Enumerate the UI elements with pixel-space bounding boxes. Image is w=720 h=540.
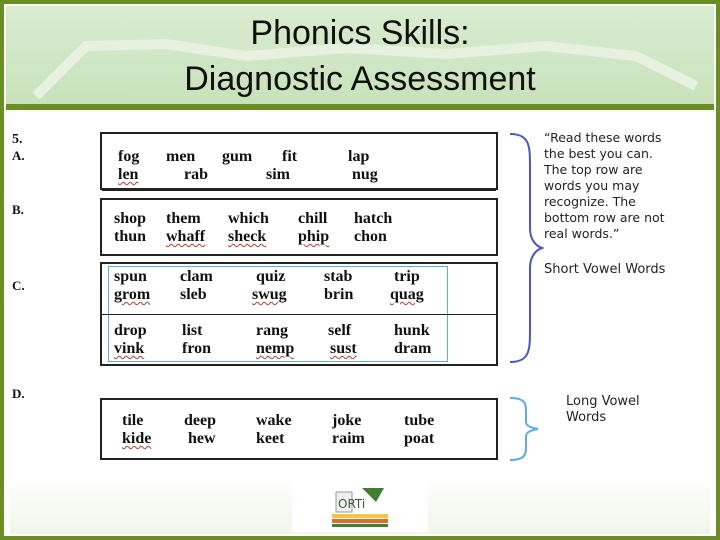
word-c-nonsense-2: sleb	[180, 286, 207, 303]
word-a-real-5: lap	[348, 148, 370, 165]
short-vowel-bracket-icon	[504, 128, 544, 368]
instruction-line-6: bottom row are not	[544, 210, 665, 225]
word-c-nonsense2-4: sust	[330, 340, 357, 357]
section-a-letter: A.	[12, 148, 25, 163]
instruction-line-4: words you may	[544, 178, 640, 193]
word-c-real-3: quiz	[256, 268, 286, 285]
instruction-line-3: The top row are	[544, 162, 643, 177]
section-d-letter: D.	[12, 386, 25, 401]
word-c-real2-4: self	[328, 322, 352, 339]
word-d-nonsense-4: raim	[332, 430, 365, 447]
slide-title-line2: Diagnostic Assessment	[184, 60, 536, 98]
word-a-real-1: fog	[118, 148, 140, 165]
section-b-box	[100, 198, 498, 256]
word-a-nonsense-2: rab	[184, 166, 208, 183]
orti-logo-icon	[292, 482, 428, 532]
section-d-box	[100, 398, 498, 460]
slide-title-line1: Phonics Skills:	[250, 14, 470, 52]
word-a-nonsense-3: sim	[266, 166, 290, 183]
item-number: 5.	[12, 132, 23, 147]
worksheet	[10, 118, 710, 478]
instruction-line-7: real words.”	[544, 226, 620, 241]
long-vowel-label-line2: Words	[566, 410, 607, 425]
section-c-letter: C.	[12, 278, 25, 293]
section-a-box	[100, 132, 498, 190]
instruction-line-2: the best you can.	[544, 146, 653, 161]
section-a-underline	[102, 190, 496, 191]
word-d-real-4: joke	[332, 412, 362, 429]
word-d-real-2: deep	[184, 412, 216, 429]
long-vowel-bracket-icon	[504, 394, 544, 464]
word-c-nonsense-5: quag	[390, 286, 424, 303]
word-a-real-2: men	[166, 148, 196, 165]
word-d-nonsense-3: keet	[256, 430, 285, 447]
word-b-nonsense-3: sheck	[228, 228, 267, 245]
word-c-nonsense-3: swug	[252, 286, 287, 303]
word-a-real-3: gum	[222, 148, 253, 165]
word-a-real-4: fit	[282, 148, 298, 165]
word-a-nonsense-1: len	[118, 166, 139, 183]
section-b-letter: B.	[12, 202, 24, 217]
word-b-nonsense-1: thun	[114, 228, 147, 245]
word-b-nonsense-2: whaff	[166, 228, 206, 245]
word-c-nonsense2-3: nemp	[256, 340, 295, 357]
word-b-nonsense-5: chon	[354, 228, 387, 245]
word-c-nonsense-1: grom	[114, 286, 151, 303]
word-c-nonsense2-1: vink	[114, 340, 145, 357]
word-c-real2-1: drop	[114, 322, 147, 339]
word-d-real-3: wake	[256, 412, 292, 429]
word-b-real-5: hatch	[354, 210, 393, 227]
word-b-nonsense-4: phip	[298, 228, 330, 245]
word-c-real-5: trip	[394, 268, 420, 285]
word-d-real-1: tile	[122, 412, 144, 429]
word-c-real2-3: rang	[256, 322, 288, 339]
word-d-nonsense-1: kide	[122, 430, 152, 447]
word-c-real2-2: list	[182, 322, 203, 339]
short-vowel-label: Short Vowel Words	[544, 262, 666, 277]
word-c-nonsense-4: brin	[324, 286, 354, 303]
section-c-divider	[102, 314, 496, 315]
word-b-real-3: which	[228, 210, 269, 227]
instruction-line-5: recognize. The	[544, 194, 636, 209]
word-d-nonsense-2: hew	[188, 430, 216, 447]
section-c-box	[100, 262, 498, 366]
long-vowel-label-line1: Long Vowel	[566, 394, 640, 409]
instruction-line-1: “Read these words	[544, 130, 662, 145]
word-d-nonsense-5: poat	[404, 430, 435, 447]
word-c-real-2: clam	[180, 268, 213, 285]
word-a-nonsense-4: nug	[352, 166, 378, 183]
svg-text:ORTi: ORTi	[338, 497, 366, 511]
word-c-real-4: stab	[324, 268, 353, 285]
word-c-nonsense2-2: fron	[182, 340, 212, 357]
word-b-real-2: them	[166, 210, 201, 227]
word-c-nonsense2-5: dram	[394, 340, 432, 357]
word-c-real2-5: hunk	[394, 322, 430, 339]
word-b-real-4: chill	[298, 210, 328, 227]
word-c-real-1: spun	[114, 268, 147, 285]
word-b-real-1: shop	[114, 210, 147, 227]
word-d-real-5: tube	[404, 412, 435, 429]
worksheet-area	[10, 118, 710, 478]
